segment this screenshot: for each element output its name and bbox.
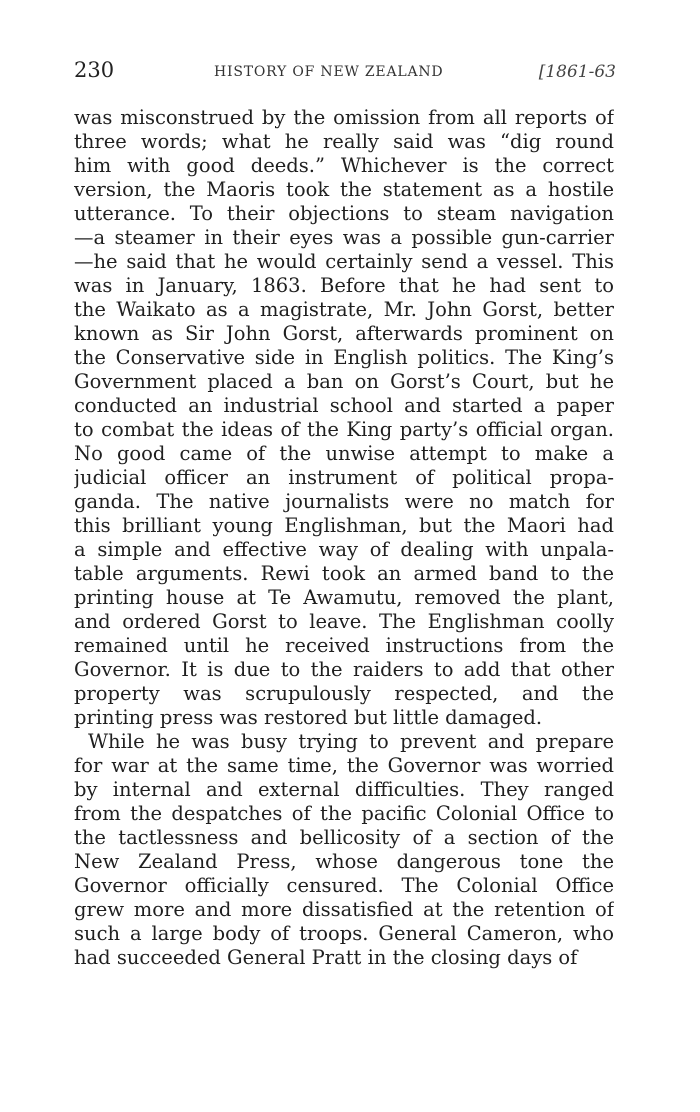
text-line: utterance. To their objections to steam navigation — [74, 202, 614, 225]
page-number: 230 — [74, 58, 115, 82]
text-line: —a steamer in their eyes was a possible gun-carrier — [74, 226, 614, 249]
text-line: was in January, 1863. Before that he had sent to — [74, 274, 614, 297]
text-line: three words; what he really said was “dig round — [74, 130, 614, 153]
text-line: ganda. The native journalists were no match for — [74, 490, 614, 513]
text-line: —he said that he would certainly send a vessel. This — [74, 250, 614, 273]
header-title: HISTORY OF NEW ZEALAND — [214, 64, 444, 80]
text-line: the Conservative side in English politics. The King’s — [74, 346, 614, 369]
text-line: conducted an industrial school and started a paper — [74, 394, 614, 417]
text-line: While he was busy trying to prevent and prepare — [88, 730, 614, 753]
body-text — [74, 106, 614, 970]
text-line: from the despatches of the pacific Colonial Office to — [74, 802, 614, 825]
text-line: Government placed a ban on Gorst’s Court, but he — [74, 370, 614, 393]
text-line: known as Sir John Gorst, afterwards prominent on — [74, 322, 614, 345]
text-line: grew more and more dissatisfied at the retention of — [74, 898, 614, 921]
text-line: version, the Maoris took the statement as a hostile — [74, 178, 614, 201]
text-line: this brilliant young Englishman, but the Maori had — [74, 514, 614, 537]
text-line: printing press was restored but little damaged. — [74, 706, 543, 729]
text-line: printing house at Te Awamutu, removed the plant, — [74, 586, 614, 609]
text-line: the Waikato as a magistrate, Mr. John Gorst, better — [74, 298, 614, 321]
text-line: Governor officially censured. The Colonial Office — [74, 874, 614, 897]
text-line: had succeeded General Pratt in the closing days of — [74, 946, 578, 969]
running-head — [74, 58, 616, 88]
text-line: was misconstrued by the omission from all reports of — [74, 106, 614, 129]
text-line: judicial officer an instrument of political propa- — [74, 466, 614, 489]
text-line: Governor. It is due to the raiders to add that other — [74, 658, 614, 681]
text-line: and ordered Gorst to leave. The Englishman coolly — [74, 610, 614, 633]
text-line: New Zealand Press, whose dangerous tone the — [74, 850, 614, 873]
text-line: property was scrupulously respected, and the — [74, 682, 614, 705]
date-range: [1861-63 — [538, 62, 616, 82]
text-line: No good came of the unwise attempt to make a — [74, 442, 614, 465]
text-line: for war at the same time, the Governor was worried — [74, 754, 614, 777]
text-line: remained until he received instructions from the — [74, 634, 614, 657]
text-line: such a large body of troops. General Cameron, who — [74, 922, 614, 945]
text-line: him with good deeds.” Whichever is the correct — [74, 154, 614, 177]
text-line: to combat the ideas of the King party’s official organ. — [74, 418, 614, 441]
text-line: a simple and effective way of dealing with unpala- — [74, 538, 614, 561]
text-line: table arguments. Rewi took an armed band to the — [74, 562, 614, 585]
text-line: the tactlessness and bellicosity of a section of the — [74, 826, 614, 849]
text-line: by internal and external difficulties. They ranged — [74, 778, 614, 801]
